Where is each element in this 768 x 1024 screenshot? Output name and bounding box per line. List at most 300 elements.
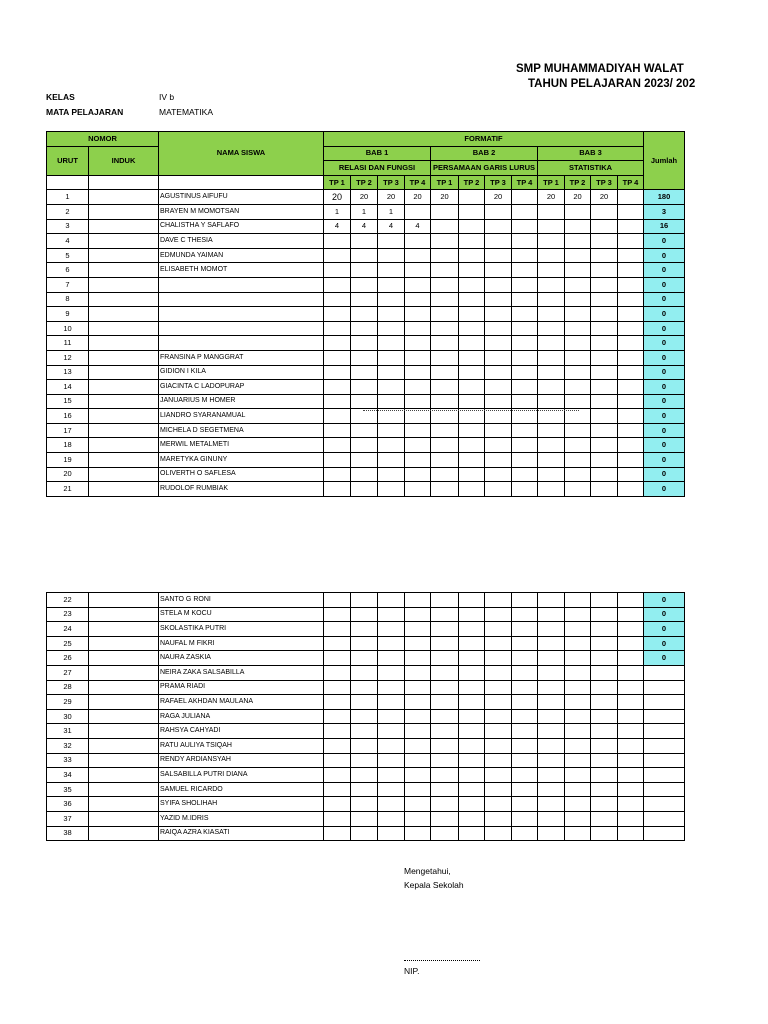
row-number: 1 (47, 190, 89, 205)
score-cell (538, 593, 565, 608)
score-cell (324, 651, 351, 666)
score-cell (459, 482, 485, 497)
table-row (47, 482, 685, 497)
row-number: 20 (47, 467, 89, 482)
score-cell (565, 607, 591, 622)
score-cell (378, 365, 405, 380)
school-header (470, 62, 768, 96)
row-number: 32 (47, 738, 89, 753)
student-name: MARETYKA GINUNY (159, 453, 324, 468)
score-cell (324, 738, 351, 753)
score-cell: 20 (431, 190, 459, 205)
score-cell (485, 365, 512, 380)
student-name: GIACINTA C LADOPURAP (159, 380, 324, 395)
score-cell (459, 768, 485, 783)
score-cell (351, 482, 378, 497)
score-cell (405, 277, 431, 292)
score-cell (538, 797, 565, 812)
score-cell (485, 321, 512, 336)
tp-header: TP 1 (324, 175, 351, 190)
row-number: 36 (47, 797, 89, 812)
score-cell (485, 482, 512, 497)
score-cell (565, 738, 591, 753)
student-name: RAHSYA CAHYADI (159, 724, 324, 739)
score-cell (618, 321, 644, 336)
score-cell (591, 438, 618, 453)
score-cell (618, 234, 644, 249)
score-cell (351, 636, 378, 651)
total-cell: 0 (644, 277, 685, 292)
topic1-header: RELASI DAN FUNGSI (324, 161, 431, 176)
score-cell (538, 724, 565, 739)
score-cell (565, 622, 591, 637)
table-row (47, 811, 685, 826)
score-cell (538, 768, 565, 783)
table-row (47, 753, 685, 768)
total-cell: 0 (644, 321, 685, 336)
score-cell (378, 768, 405, 783)
score-cell (618, 423, 644, 438)
score-cell (512, 593, 538, 608)
score-cell (591, 651, 618, 666)
induk-cell (89, 797, 159, 812)
total-cell (644, 709, 685, 724)
score-cell (459, 782, 485, 797)
score-cell (351, 768, 378, 783)
dotted-divider (363, 410, 579, 411)
score-cell (618, 409, 644, 424)
grade-table-part2 (46, 592, 685, 841)
score-cell (351, 394, 378, 409)
score-cell (459, 438, 485, 453)
score-cell (378, 234, 405, 249)
score-cell (431, 695, 459, 710)
score-cell (378, 277, 405, 292)
score-cell (324, 365, 351, 380)
score-cell (538, 482, 565, 497)
score-cell (431, 336, 459, 351)
tp-header: TP 2 (459, 175, 485, 190)
score-cell (591, 409, 618, 424)
total-cell: 0 (644, 336, 685, 351)
score-cell (485, 636, 512, 651)
score-cell (485, 826, 512, 841)
score-cell (459, 336, 485, 351)
score-cell (512, 709, 538, 724)
total-cell: 0 (644, 365, 685, 380)
induk-cell (89, 811, 159, 826)
score-cell (405, 453, 431, 468)
score-cell (405, 811, 431, 826)
table-row (47, 709, 685, 724)
table-row (47, 438, 685, 453)
nomor-header: NOMOR (47, 132, 159, 147)
student-name: PRAMA RIADI (159, 680, 324, 695)
total-cell: 0 (644, 292, 685, 307)
score-cell (618, 365, 644, 380)
total-cell (644, 665, 685, 680)
score-cell (565, 593, 591, 608)
student-name (159, 321, 324, 336)
score-cell (459, 365, 485, 380)
total-cell: 0 (644, 453, 685, 468)
score-cell (538, 204, 565, 219)
score-cell (565, 394, 591, 409)
score-cell (591, 593, 618, 608)
tp-header: TP 3 (591, 175, 618, 190)
score-cell (405, 709, 431, 724)
student-name: DAVE C THESIA (159, 234, 324, 249)
score-cell (538, 782, 565, 797)
score-cell (324, 709, 351, 724)
score-cell (351, 307, 378, 322)
score-cell (618, 482, 644, 497)
total-cell (644, 768, 685, 783)
score-cell (512, 768, 538, 783)
score-cell (324, 307, 351, 322)
score-cell (431, 277, 459, 292)
student-name: RAGA JULIANA (159, 709, 324, 724)
score-cell (591, 277, 618, 292)
row-number: 12 (47, 350, 89, 365)
induk-cell (89, 607, 159, 622)
formatif-header: FORMATIF (324, 132, 644, 147)
table-row (47, 695, 685, 710)
total-cell: 0 (644, 593, 685, 608)
score-cell (538, 811, 565, 826)
score-cell (618, 248, 644, 263)
table-row (47, 622, 685, 637)
score-cell: 1 (351, 204, 378, 219)
score-cell (538, 394, 565, 409)
row-number: 24 (47, 622, 89, 637)
score-cell (565, 321, 591, 336)
tp-header: TP 4 (618, 175, 644, 190)
score-cell (485, 782, 512, 797)
score-cell (565, 292, 591, 307)
score-cell (512, 321, 538, 336)
score-cell (591, 607, 618, 622)
induk-cell (89, 423, 159, 438)
score-cell (405, 593, 431, 608)
row-number: 26 (47, 651, 89, 666)
class-label: KELAS (46, 92, 75, 102)
score-cell (591, 263, 618, 278)
score-cell (431, 219, 459, 234)
score-cell (459, 651, 485, 666)
score-cell (324, 695, 351, 710)
total-cell: 0 (644, 380, 685, 395)
score-cell (485, 394, 512, 409)
score-cell (485, 438, 512, 453)
score-cell (351, 724, 378, 739)
score-cell (431, 797, 459, 812)
induk-cell (89, 234, 159, 249)
score-cell (405, 234, 431, 249)
row-number: 10 (47, 321, 89, 336)
score-cell (431, 607, 459, 622)
score-cell (538, 365, 565, 380)
bab3-header: BAB 3 (538, 146, 644, 161)
table-row (47, 336, 685, 351)
table-row (47, 423, 685, 438)
score-cell (538, 350, 565, 365)
score-cell (405, 680, 431, 695)
score-cell (565, 753, 591, 768)
score-cell (378, 826, 405, 841)
score-cell: 20 (324, 190, 351, 205)
score-cell (351, 651, 378, 666)
induk-cell (89, 482, 159, 497)
table-row (47, 321, 685, 336)
induk-cell (89, 204, 159, 219)
student-name: FRANSINA P MANGGRAT (159, 350, 324, 365)
score-cell (591, 709, 618, 724)
score-cell: 20 (485, 190, 512, 205)
table-row (47, 607, 685, 622)
table-row (47, 365, 685, 380)
score-cell (324, 277, 351, 292)
score-cell (591, 482, 618, 497)
total-cell: 0 (644, 482, 685, 497)
score-cell (431, 724, 459, 739)
induk-cell (89, 593, 159, 608)
student-name: LIANDRO SYARANAMUAL (159, 409, 324, 424)
score-cell (565, 336, 591, 351)
score-cell (459, 453, 485, 468)
score-cell (324, 292, 351, 307)
score-cell (431, 622, 459, 637)
score-cell (405, 724, 431, 739)
score-cell (378, 380, 405, 395)
score-cell (324, 724, 351, 739)
induk-cell (89, 336, 159, 351)
score-cell: 4 (378, 219, 405, 234)
score-cell (538, 738, 565, 753)
induk-cell (89, 190, 159, 205)
score-cell (538, 423, 565, 438)
score-cell (378, 622, 405, 637)
score-cell (591, 680, 618, 695)
table-row (47, 350, 685, 365)
student-name: SYIFA SHOLIHAH (159, 797, 324, 812)
score-cell (618, 651, 644, 666)
score-cell (618, 277, 644, 292)
table-row (47, 738, 685, 753)
score-cell (512, 248, 538, 263)
score-cell (351, 782, 378, 797)
score-cell (378, 307, 405, 322)
score-cell (378, 467, 405, 482)
score-cell (324, 263, 351, 278)
score-cell (618, 380, 644, 395)
bab1-header: BAB 1 (324, 146, 431, 161)
score-cell (351, 607, 378, 622)
score-cell (351, 622, 378, 637)
score-cell (538, 826, 565, 841)
table-row (47, 292, 685, 307)
score-cell (565, 680, 591, 695)
induk-cell (89, 636, 159, 651)
student-name: YAZID M.IDRIS (159, 811, 324, 826)
score-cell (485, 307, 512, 322)
score-cell (512, 738, 538, 753)
score-cell (591, 782, 618, 797)
tp-header: TP 3 (485, 175, 512, 190)
score-cell (618, 782, 644, 797)
score-cell (591, 467, 618, 482)
score-cell (405, 394, 431, 409)
score-cell (618, 811, 644, 826)
score-cell (324, 453, 351, 468)
student-name: RAFAEL AKHDAN MAULANA (159, 695, 324, 710)
row-number: 23 (47, 607, 89, 622)
row-number: 14 (47, 380, 89, 395)
table-row (47, 190, 685, 205)
row-number: 17 (47, 423, 89, 438)
row-number: 5 (47, 248, 89, 263)
score-cell (512, 826, 538, 841)
score-cell (405, 665, 431, 680)
table-row (47, 826, 685, 841)
acknowledged-label: Mengetahui, (404, 866, 451, 876)
row-number: 35 (47, 782, 89, 797)
score-cell (591, 307, 618, 322)
induk-cell (89, 467, 159, 482)
score-cell (538, 651, 565, 666)
score-cell (431, 453, 459, 468)
score-cell (405, 248, 431, 263)
score-cell (591, 292, 618, 307)
score-cell (324, 753, 351, 768)
subject-label: MATA PELAJARAN (46, 107, 124, 117)
score-cell (485, 423, 512, 438)
score-cell (405, 350, 431, 365)
score-cell (351, 826, 378, 841)
score-cell: 20 (538, 190, 565, 205)
score-cell (591, 695, 618, 710)
induk-cell (89, 651, 159, 666)
score-cell (431, 768, 459, 783)
score-cell (378, 651, 405, 666)
score-cell (459, 695, 485, 710)
score-cell (405, 321, 431, 336)
row-number: 3 (47, 219, 89, 234)
score-cell (565, 811, 591, 826)
row-number: 21 (47, 482, 89, 497)
row-number: 38 (47, 826, 89, 841)
score-cell (405, 782, 431, 797)
score-cell (618, 292, 644, 307)
score-cell (538, 622, 565, 637)
student-name: OLIVERTH O SAFLESA (159, 467, 324, 482)
score-cell (618, 336, 644, 351)
score-cell (324, 248, 351, 263)
subject-value: MATEMATIKA (159, 107, 213, 117)
score-cell: 20 (591, 190, 618, 205)
score-cell (618, 753, 644, 768)
score-cell (538, 336, 565, 351)
score-cell (351, 738, 378, 753)
score-cell (405, 292, 431, 307)
score-cell (405, 695, 431, 710)
score-cell (378, 321, 405, 336)
induk-cell (89, 665, 159, 680)
score-cell (618, 350, 644, 365)
score-cell (538, 292, 565, 307)
score-cell (512, 190, 538, 205)
score-cell (512, 380, 538, 395)
induk-cell (89, 263, 159, 278)
score-cell (459, 234, 485, 249)
score-cell (512, 651, 538, 666)
score-cell (431, 321, 459, 336)
score-cell (512, 607, 538, 622)
score-cell (324, 482, 351, 497)
score-cell (565, 797, 591, 812)
induk-cell (89, 248, 159, 263)
score-cell (351, 263, 378, 278)
academic-year: TAHUN PELAJARAN 2023/ 202 (528, 78, 696, 90)
score-cell (512, 453, 538, 468)
score-cell (459, 248, 485, 263)
score-cell (431, 234, 459, 249)
score-cell (459, 263, 485, 278)
score-cell (378, 263, 405, 278)
total-cell: 0 (644, 248, 685, 263)
score-cell: 4 (405, 219, 431, 234)
score-cell (618, 453, 644, 468)
score-cell (378, 724, 405, 739)
student-name: NAURA ZASKIA (159, 651, 324, 666)
score-cell (378, 482, 405, 497)
row-number: 13 (47, 365, 89, 380)
score-cell (351, 695, 378, 710)
score-cell (459, 636, 485, 651)
score-cell (378, 709, 405, 724)
score-cell (324, 680, 351, 695)
score-cell (324, 467, 351, 482)
row-number: 31 (47, 724, 89, 739)
induk-cell (89, 753, 159, 768)
score-cell (485, 738, 512, 753)
total-cell: 0 (644, 636, 685, 651)
score-cell (512, 234, 538, 249)
score-cell (459, 350, 485, 365)
table-row (47, 651, 685, 666)
student-name: RUDOLOF RUMBIAK (159, 482, 324, 497)
score-cell (485, 768, 512, 783)
score-cell (591, 826, 618, 841)
score-cell (538, 307, 565, 322)
score-cell (512, 753, 538, 768)
score-cell (485, 219, 512, 234)
score-cell (618, 467, 644, 482)
row-number: 28 (47, 680, 89, 695)
score-cell (405, 651, 431, 666)
score-cell (459, 423, 485, 438)
score-cell (591, 350, 618, 365)
table-row (47, 307, 685, 322)
score-cell (512, 695, 538, 710)
score-cell (485, 695, 512, 710)
score-cell (591, 797, 618, 812)
score-cell (565, 423, 591, 438)
score-cell (485, 234, 512, 249)
score-cell (431, 651, 459, 666)
score-cell (378, 811, 405, 826)
score-cell (351, 709, 378, 724)
